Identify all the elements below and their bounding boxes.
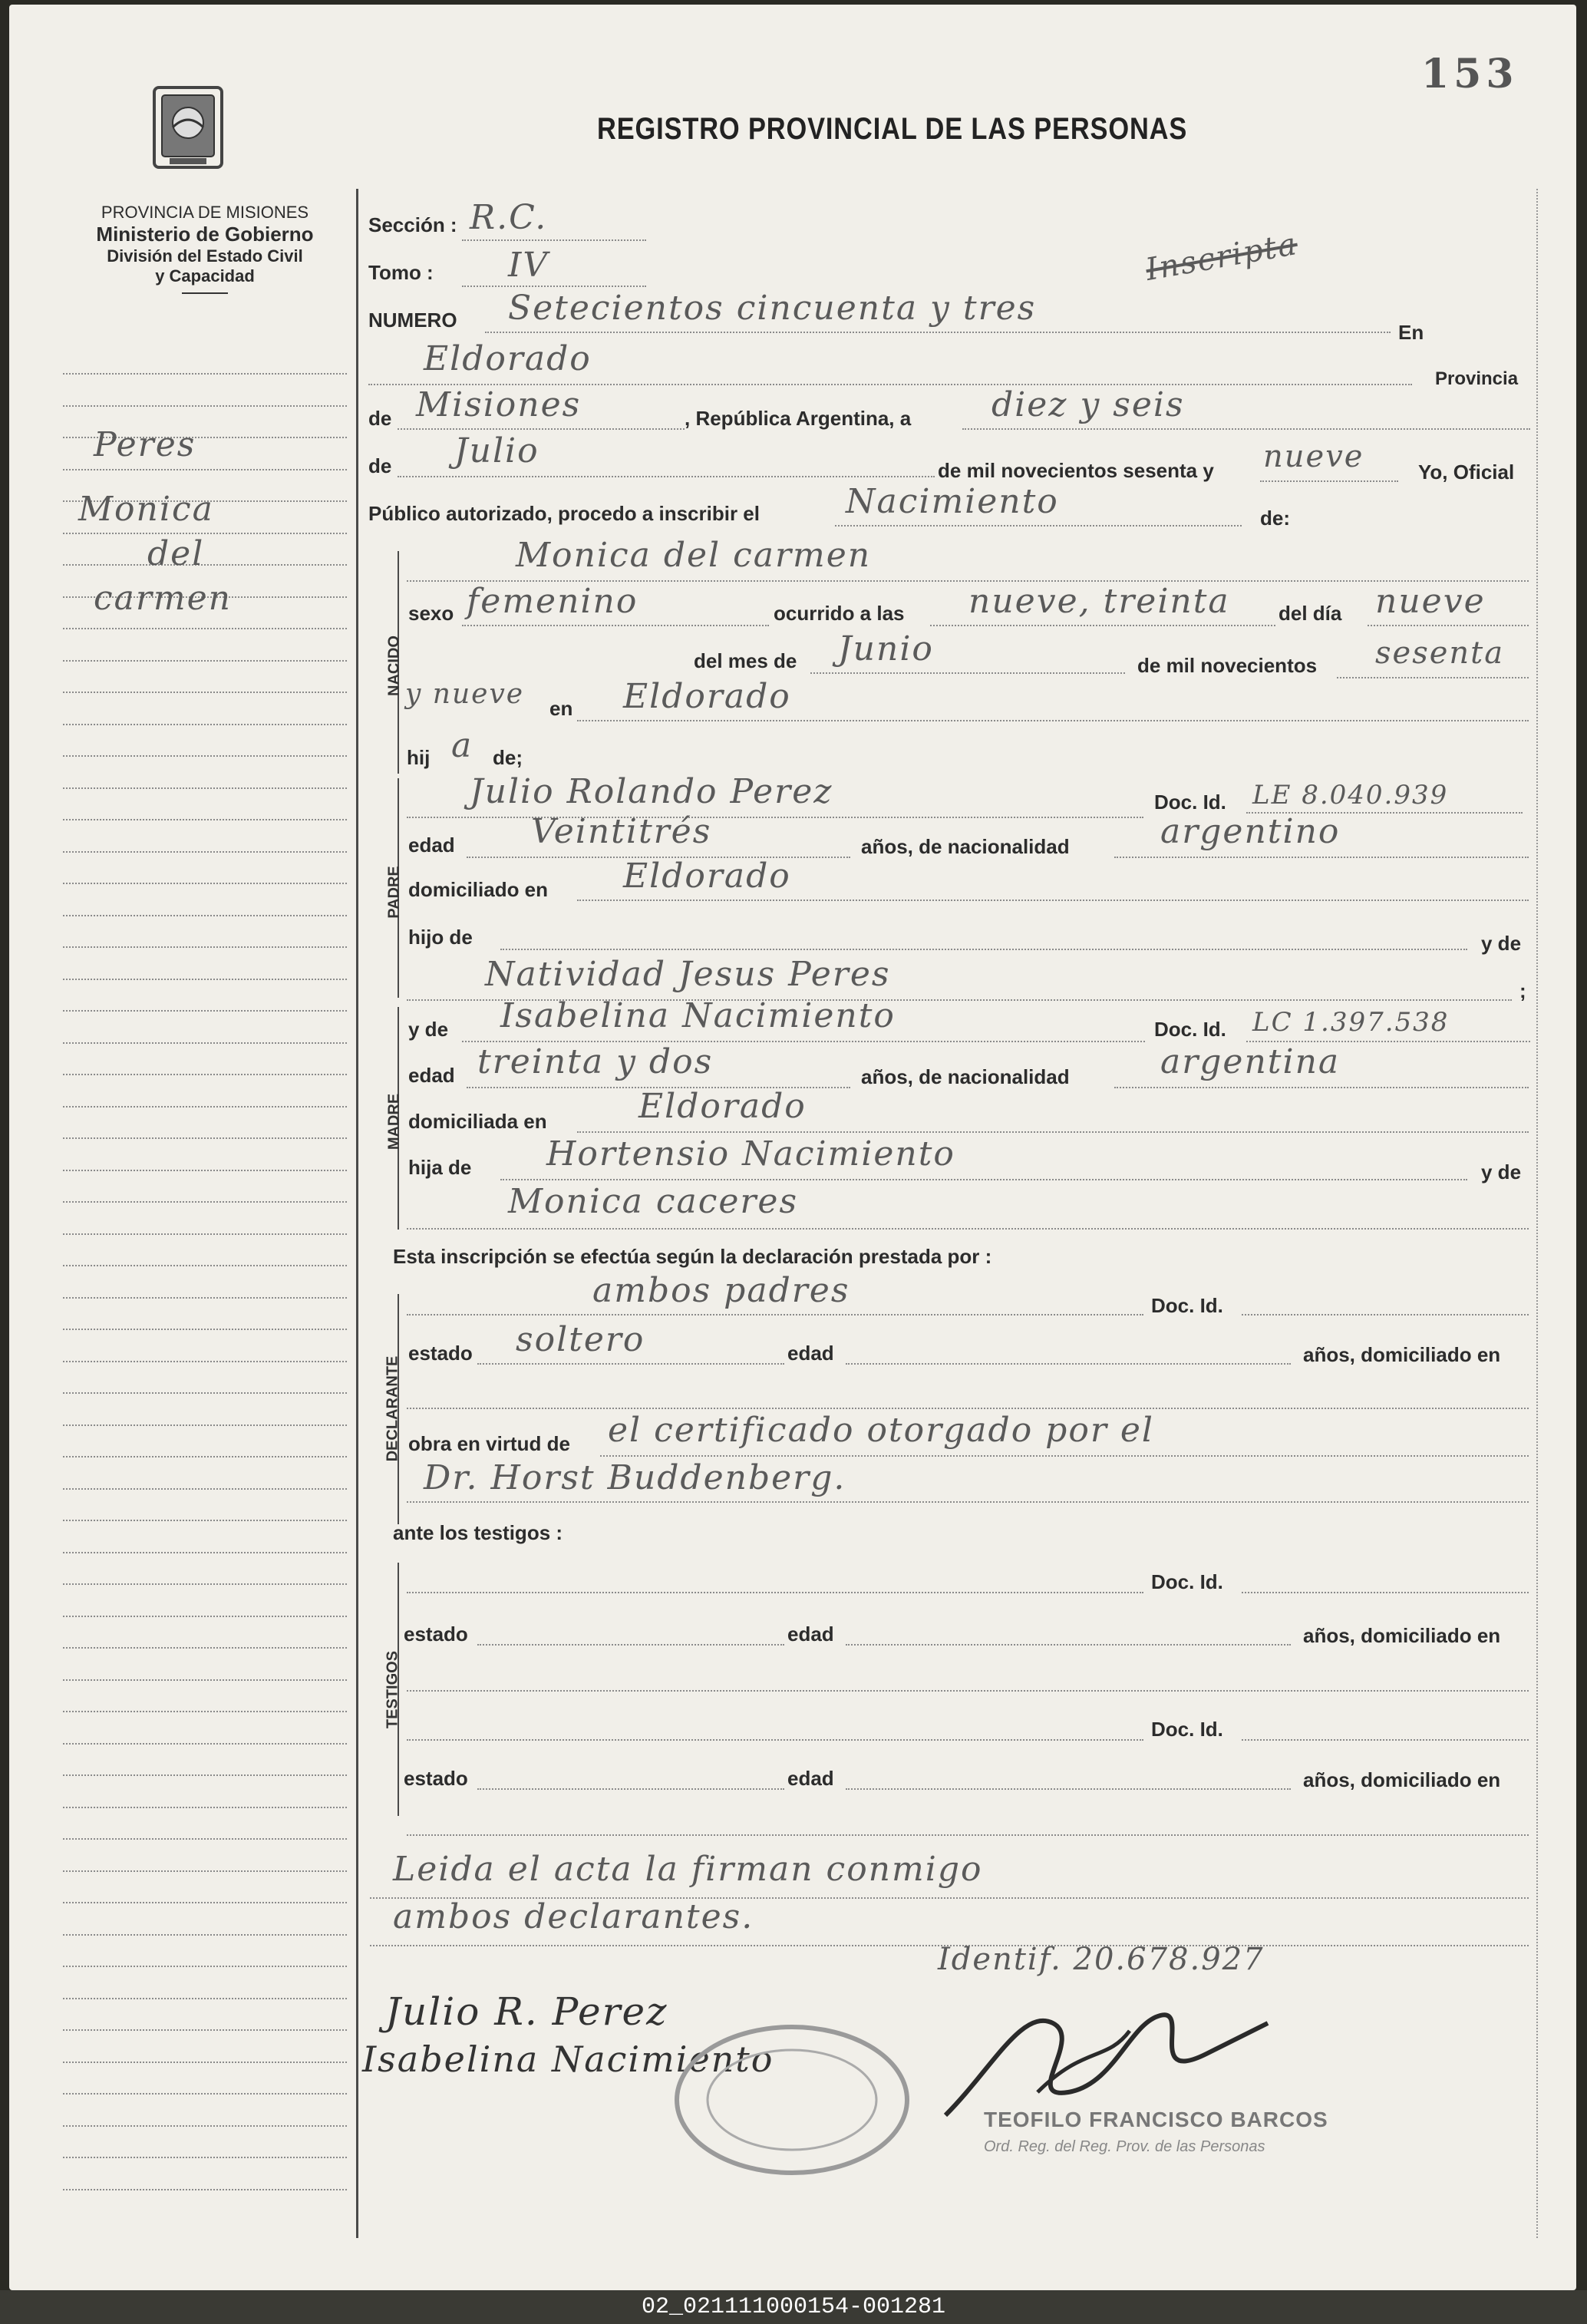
margin-line xyxy=(63,1807,347,1808)
testigo1-edad-label: edad xyxy=(787,1623,834,1646)
mil-sesenta-label: de mil novecientos sesenta y xyxy=(938,459,1214,482)
madre-y-de2-label: y de xyxy=(1481,1160,1522,1183)
testigo1-anos-label: años, domiciliado en xyxy=(1303,1624,1501,1647)
madre-dom-value: Eldorado xyxy=(638,1087,807,1126)
testigo1-estado-label: estado xyxy=(404,1623,468,1646)
official-stamp-icon xyxy=(662,2015,922,2188)
testigo2-edad-line xyxy=(846,1788,1291,1790)
padre-nombre-value: Julio Rolando Perez xyxy=(470,772,833,811)
madre-nombre-value: Isabelina Nacimiento xyxy=(500,996,896,1035)
header-divider xyxy=(182,292,228,294)
anio-nac-value: sesenta xyxy=(1375,635,1505,671)
seccion-value: R.C. xyxy=(470,198,548,237)
de-label: de xyxy=(368,407,392,430)
decl-estado-line xyxy=(477,1363,784,1365)
margin-line xyxy=(63,1679,347,1681)
margin-line xyxy=(63,1902,347,1903)
madre-section-label: MADRE xyxy=(385,1093,403,1150)
padre-dom-value: Eldorado xyxy=(623,857,791,896)
padre-hijo-line xyxy=(500,949,1467,950)
margin-line xyxy=(63,819,347,820)
anio-line xyxy=(1260,480,1398,482)
en2-label: en xyxy=(549,697,573,720)
testigo1-doc-line xyxy=(1242,1592,1529,1593)
margin-line xyxy=(63,1106,347,1108)
madre-padre-line xyxy=(500,1179,1467,1180)
madre-doc-label: Doc. Id. xyxy=(1154,1018,1226,1041)
lugar-nac-line xyxy=(577,720,1529,721)
de2-label: de xyxy=(368,454,392,477)
margin-line xyxy=(63,1583,347,1585)
testigo2-line xyxy=(407,1739,1143,1741)
margin-line xyxy=(63,692,347,693)
tomo-label: Tomo : xyxy=(368,261,434,284)
margin-line xyxy=(63,1392,347,1394)
inscripcion-label: Esta inscripción se efectúa según la declaración prestada por : xyxy=(393,1245,992,1268)
dia-nac-line xyxy=(1368,625,1529,626)
acto-value: Nacimiento xyxy=(846,482,1059,521)
testigo1-estado-line xyxy=(477,1644,784,1646)
margin-note-4: carmen xyxy=(94,579,233,618)
hora-value: nueve, treinta xyxy=(968,582,1230,621)
declarante-value: ambos padres xyxy=(592,1271,850,1310)
dia-value: diez y seis xyxy=(991,385,1185,424)
dia-line xyxy=(962,428,1530,430)
testigos-section-label: TESTIGOS xyxy=(384,1650,401,1729)
numero-label: NUMERO xyxy=(368,309,457,332)
sidebar-header xyxy=(55,203,355,294)
margin-line xyxy=(63,1010,347,1012)
decl-anos-label: años, domiciliado en xyxy=(1303,1343,1501,1366)
obra-value-1: el certificado otorgado por el xyxy=(608,1411,1154,1450)
decl-estado-value: soltero xyxy=(516,1320,645,1359)
declarante-section-label: DECLARANTE xyxy=(384,1355,401,1462)
publico-label: Público autorizado, procedo a inscribir el xyxy=(368,502,760,525)
margin-line xyxy=(63,1616,347,1617)
margin-line xyxy=(63,628,347,629)
madre-nac-value: argentina xyxy=(1160,1042,1341,1081)
provincia-line xyxy=(398,428,685,430)
mes-line xyxy=(398,476,935,477)
mes-nac-line xyxy=(810,672,1125,674)
margin-line xyxy=(63,2125,347,2127)
provincia-label: Provincia xyxy=(1435,368,1519,389)
page-number: 153 xyxy=(1421,51,1519,97)
margin-line xyxy=(63,1934,347,1936)
madre-edad-value: treinta y dos xyxy=(477,1042,714,1081)
margin-line xyxy=(63,787,347,789)
sexo-line xyxy=(462,625,769,626)
padre-edad-label: edad xyxy=(408,834,455,857)
padre-y-de-label: y de xyxy=(1481,932,1522,955)
margin-line xyxy=(63,2093,347,2095)
margin-line xyxy=(63,1074,347,1075)
testigo1-line xyxy=(407,1592,1143,1593)
seccion-label: Sección : xyxy=(368,213,457,236)
province-name: PROVINCIA DE MISIONES xyxy=(101,203,309,222)
ocurrido-label: ocurrido a las xyxy=(774,602,905,625)
padre-edad-value: Veintitrés xyxy=(531,812,712,851)
margin-line xyxy=(63,851,347,853)
provincia-value: Misiones xyxy=(416,385,582,424)
madre-madre-value: Monica caceres xyxy=(508,1182,799,1221)
margin-line xyxy=(63,1201,347,1203)
margin-line xyxy=(63,979,347,980)
semicolon-mark: ; xyxy=(1519,979,1526,1002)
testigo1-edad-line xyxy=(846,1644,1291,1646)
decl-edad-label: edad xyxy=(787,1342,834,1365)
padre-section-label: PADRE xyxy=(385,866,403,919)
margin-line xyxy=(63,469,347,470)
madre-hija-label: hija de xyxy=(408,1156,472,1179)
padre-nac-value: argentino xyxy=(1160,812,1341,851)
division-name: División del Estado Civil xyxy=(107,246,303,266)
anio-nac-line xyxy=(1337,677,1529,678)
yo-oficial-label: Yo, Oficial xyxy=(1418,461,1515,484)
declarante-doc-line xyxy=(1242,1314,1529,1316)
madre-doc-value: LC 1.397.538 xyxy=(1252,1007,1450,1038)
margin-line xyxy=(63,1966,347,1967)
margin-line xyxy=(63,2189,347,2190)
margin-line xyxy=(63,1774,347,1776)
nota-1: Leida el acta la firman conmigo xyxy=(393,1850,983,1889)
del-dia-label: del día xyxy=(1279,602,1342,625)
margin-note-1: Peres xyxy=(94,425,196,464)
hij-label: hij xyxy=(407,746,431,769)
decl-dom-line xyxy=(407,1408,1529,1409)
decl-estado-label: estado xyxy=(408,1342,473,1365)
republica-label: , República Argentina, a xyxy=(685,407,912,430)
padre-dom-label: domiciliado en xyxy=(408,878,549,901)
de-semicolon-label: de; xyxy=(493,746,523,769)
officer-stamp-name: TEOFILO FRANCISCO BARCOS xyxy=(984,2108,1328,2131)
testigo1-dom-line xyxy=(407,1690,1529,1692)
tomo-line xyxy=(462,286,646,287)
del-mes-label: del mes de xyxy=(694,649,797,672)
de-colon-label: de: xyxy=(1260,507,1290,530)
madre-madre-line xyxy=(407,1228,1529,1230)
declarante-doc-label: Doc. Id. xyxy=(1151,1294,1223,1317)
testigo2-estado-label: estado xyxy=(404,1767,468,1790)
margin-line xyxy=(63,405,347,407)
obra-line xyxy=(600,1455,1529,1457)
madre-anos-label: años, de nacionalidad xyxy=(861,1065,1070,1088)
margin-line xyxy=(63,1456,347,1457)
ministry-name: Ministerio de Gobierno xyxy=(96,223,314,246)
margin-line xyxy=(63,2157,347,2158)
margin-line xyxy=(63,1170,347,1171)
officer-stamp-title: Ord. Reg. del Reg. Prov. de las Personas xyxy=(984,2138,1265,2155)
margin-line xyxy=(63,1361,347,1362)
declarante-line xyxy=(407,1314,1143,1316)
numero-value: Setecientos cincuenta y tres xyxy=(508,289,1037,328)
margin-line xyxy=(63,755,347,757)
mes-nac-value: Junio xyxy=(838,629,934,668)
testigo1-doc-label: Doc. Id. xyxy=(1151,1570,1223,1593)
obra-line-2 xyxy=(407,1501,1529,1503)
acto-line xyxy=(835,525,1242,527)
en-label: En xyxy=(1398,321,1424,344)
margin-line xyxy=(63,1711,347,1712)
signature-mother: Isabelina Nacimiento xyxy=(362,2038,774,2080)
margin-line xyxy=(63,1233,347,1235)
margin-line xyxy=(63,1488,347,1490)
province-emblem-icon xyxy=(150,81,226,177)
scan-identifier: 02_021111000154-001281 xyxy=(0,2290,1587,2324)
division-name-2: y Capacidad xyxy=(155,266,255,286)
padre-madre-value: Natividad Jesus Peres xyxy=(485,955,891,994)
document-page xyxy=(9,5,1576,2290)
margin-line xyxy=(63,883,347,884)
margin-line xyxy=(63,2029,347,2031)
margin-line xyxy=(63,564,347,566)
margin-line xyxy=(63,1520,347,1521)
margin-line xyxy=(63,915,347,916)
testigos-label: ante los testigos : xyxy=(393,1521,563,1544)
testigo2-dom-line xyxy=(407,1834,1529,1836)
margin-line xyxy=(63,373,347,375)
margin-line xyxy=(63,2062,347,2063)
margin-line xyxy=(63,724,347,725)
seccion-line xyxy=(462,239,646,241)
madre-dom-label: domiciliada en xyxy=(408,1110,547,1133)
margin-line xyxy=(63,533,347,534)
madre-nac-line xyxy=(1114,1087,1529,1088)
right-margin-line xyxy=(1536,189,1538,2238)
crossed-note: Inscripta xyxy=(1143,226,1301,289)
margin-line xyxy=(63,1552,347,1553)
margin-line xyxy=(63,1329,347,1330)
padre-nombre-line xyxy=(407,817,1143,818)
margin-line xyxy=(63,1870,347,1872)
anio-nac-value-2: y nueve xyxy=(405,678,525,710)
padre-dom-line xyxy=(577,900,1529,901)
testigo2-edad-label: edad xyxy=(787,1767,834,1790)
margin-note-3: del xyxy=(147,534,205,573)
padre-anos-label: años, de nacionalidad xyxy=(861,835,1070,858)
mes-value: Julio xyxy=(454,431,539,470)
obra-label: obra en virtud de xyxy=(408,1432,570,1455)
madre-dom-line xyxy=(577,1131,1529,1133)
testigo2-doc-line xyxy=(1242,1739,1529,1741)
hij-suffix: a xyxy=(451,726,473,765)
padre-hijo-label: hijo de xyxy=(408,926,473,949)
mil-novecientos-label: de mil novecientos xyxy=(1137,654,1318,677)
column-divider xyxy=(356,189,358,2238)
document-title: REGISTRO PROVINCIAL DE LAS PERSONAS xyxy=(597,112,1188,146)
tomo-value: IV xyxy=(508,246,549,285)
madre-edad-label: edad xyxy=(408,1064,455,1087)
margin-line xyxy=(63,1998,347,1999)
nota-2: ambos declarantes. xyxy=(393,1897,754,1936)
numero-line xyxy=(485,332,1391,333)
nombre-value: Monica del carmen xyxy=(516,536,872,575)
margin-line xyxy=(63,1297,347,1299)
nacido-section-label: NACIDO xyxy=(385,635,403,696)
lugar-nac-value: Eldorado xyxy=(623,677,791,716)
signature-father: Julio R. Perez xyxy=(385,1989,668,2034)
margin-note-2: Monica xyxy=(78,490,214,529)
decl-edad-line xyxy=(846,1363,1291,1365)
testigo2-anos-label: años, domiciliado en xyxy=(1303,1768,1501,1791)
margin-line xyxy=(63,1647,347,1649)
margin-line xyxy=(63,946,347,948)
margin-line xyxy=(63,1743,347,1745)
madre-y-de-label: y de xyxy=(408,1018,449,1041)
margin-line xyxy=(63,1265,347,1266)
identif-note: Identif. 20.678.927 xyxy=(938,1942,1265,1977)
margin-line xyxy=(63,660,347,662)
padre-doc-value: LE 8.040.939 xyxy=(1252,780,1449,810)
localidad-value: Eldorado xyxy=(424,339,592,378)
margin-line xyxy=(63,1838,347,1840)
sexo-value: femenino xyxy=(467,582,638,621)
padre-nac-line xyxy=(1114,857,1529,858)
dia-nac-value: nueve xyxy=(1375,582,1486,621)
testigo2-doc-label: Doc. Id. xyxy=(1151,1718,1223,1741)
sexo-label: sexo xyxy=(408,602,454,625)
anio-value: nueve xyxy=(1263,439,1364,474)
madre-padre-value: Hortensio Nacimiento xyxy=(546,1134,955,1174)
padre-doc-label: Doc. Id. xyxy=(1154,791,1226,814)
obra-value-2: Dr. Horst Buddenberg. xyxy=(424,1458,846,1497)
margin-line xyxy=(63,1424,347,1426)
margin-line xyxy=(63,1137,347,1139)
testigo2-estado-line xyxy=(477,1788,784,1790)
hora-line xyxy=(930,625,1275,626)
margin-line xyxy=(63,1042,347,1044)
